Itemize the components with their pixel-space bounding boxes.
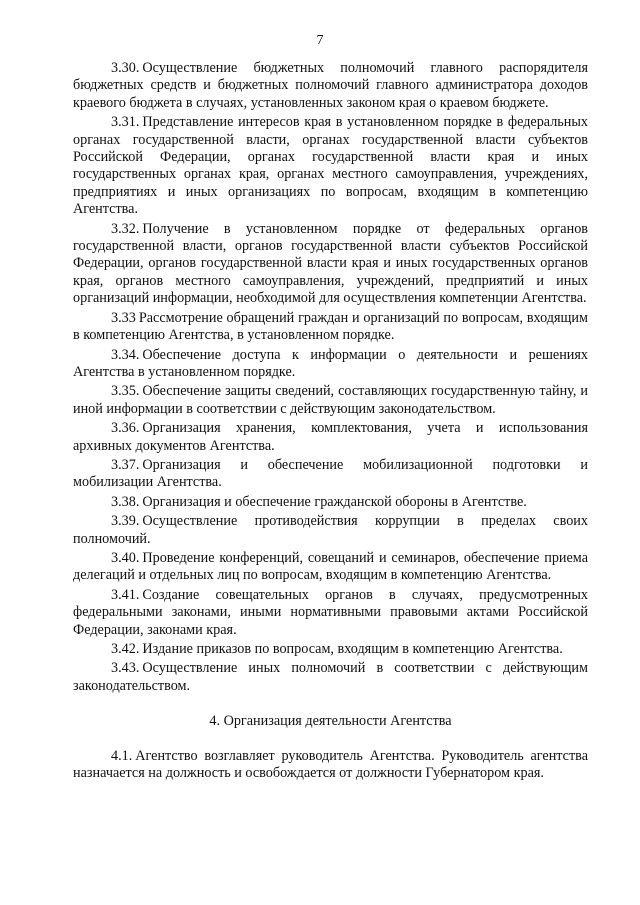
paragraph-text: Обеспечение защиты сведений, составляющих государственную тайну, и иной информации в соответствии с действующим законодательством. [73, 383, 588, 417]
paragraph [73, 550, 588, 585]
paragraph-text: Осуществление противодействия коррупции в пределах своих полномочий. [73, 513, 588, 547]
page-number: 7 [316, 33, 324, 48]
section-heading: 4. Организация деятельности Агентства [209, 713, 452, 730]
paragraph [73, 221, 588, 308]
paragraph [73, 347, 588, 382]
paragraph-number: 3.36. [111, 420, 140, 437]
paragraph-number: 3.37. [111, 456, 140, 473]
paragraph-number: 3.38. [111, 493, 140, 510]
paragraph-text: Организация и обеспечение гражданской обороны в Агентстве. [142, 493, 527, 510]
paragraph-text: Рассмотрение обращений граждан и организаций по вопросам, входящим в компетенцию Агентства, в установленном порядке. [73, 309, 588, 344]
paragraph-list [73, 60, 588, 695]
paragraph-number: 3.31. [111, 114, 140, 131]
paragraph-text: Проведение конференций, совещаний и семинаров, обеспечение приема делегаций и отдельных лиц по вопросам, входящим в компетенцию Агентства. [73, 549, 588, 584]
paragraph-text: Осуществление бюджетных полномочий главного распорядителя бюджетных средств и бюджетных полномочий главного администратора доходов краевого бюджета в случаях, установленных законом края о краевом бюджете. [73, 60, 588, 111]
paragraph [73, 310, 588, 345]
paragraph [73, 660, 588, 695]
paragraph [73, 383, 588, 418]
paragraph [73, 641, 588, 658]
paragraph-text: Агентство возглавляет руководитель Агентства. Руководитель агентства назначается на должность и освобождается от должности Губернатором края. [73, 747, 588, 782]
paragraph-number: 3.35. [111, 383, 140, 400]
paragraph-list [73, 748, 588, 783]
paragraph [73, 420, 588, 455]
paragraph-number: 3.39. [111, 513, 140, 530]
paragraph-number: 3.41. [111, 586, 140, 603]
paragraph-number: 3.34. [111, 346, 140, 363]
paragraph [73, 587, 588, 639]
paragraph-text: Организация и обеспечение мобилизационной подготовки и мобилизации Агентства. [73, 456, 588, 491]
paragraph-number: 4.1. [111, 747, 133, 764]
paragraph-text: Создание совещательных органов в случаях, предусмотренных федеральными законами, иными нормативными правовыми актами Российской Федерации, законами края. [73, 586, 588, 638]
paragraph [73, 457, 588, 492]
paragraph [73, 114, 588, 218]
paragraph-number: 3.32. [111, 220, 140, 237]
paragraph-text: Получение в установленном порядке от федеральных органов государственной власти, органов государственной власти субъектов Российской Федерации, органов государственной власти края и иных государственных органов края, органов местного самоуправления, учреждений, предприятий и иных организаций информации, необходимой для осуществления компетенции Агентства. [73, 220, 588, 307]
paragraph-text: Организация хранения, комплектования, учета и использования архивных документов Агентства. [73, 420, 588, 454]
paragraph-number: 3.40. [111, 549, 140, 566]
paragraph-number: 3.42. [111, 641, 140, 657]
paragraph-text: Обеспечение доступа к информации о деятельности и решениях Агентства в установленном порядке. [73, 346, 588, 380]
paragraph-number: 3.33 [111, 309, 136, 326]
paragraph-number: 3.30. [111, 60, 140, 76]
paragraph-text: Издание приказов по вопросам, входящим в компетенцию Агентства. [142, 641, 563, 657]
document-body [73, 60, 588, 784]
paragraph [73, 748, 588, 783]
paragraph [73, 60, 588, 112]
paragraph-text: Осуществление иных полномочий в соответствии с действующим законодательством. [73, 660, 588, 694]
paragraph [73, 494, 588, 511]
paragraph-number: 3.43. [111, 660, 140, 677]
paragraph-text: Представление интересов края в установленном порядке в федеральных органах государственной власти, органах государственной власти субъектов Российской Федерации, органах государственной власти края и иных государственных органах края, органах местного самоуправления, учреждениях, предприятиях и иных организациях по вопросам, входящим в компетенцию Агентства. [73, 114, 588, 218]
paragraph [73, 513, 588, 548]
